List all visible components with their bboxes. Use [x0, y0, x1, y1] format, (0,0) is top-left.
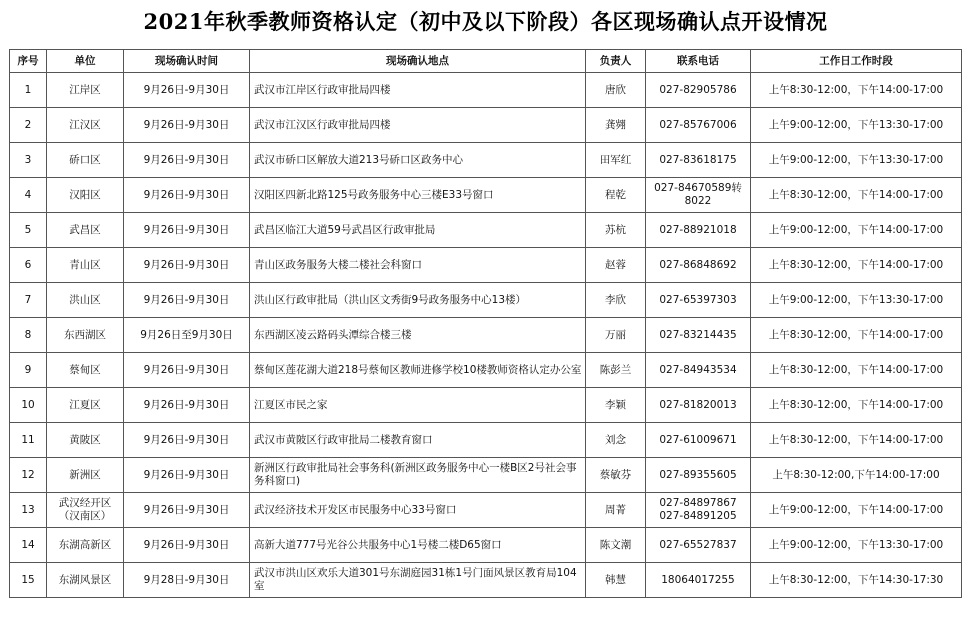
cell-phone: [646, 423, 751, 458]
cell-time: 9月26日-9月30日: [124, 108, 250, 143]
phone-line: 027-84891205: [659, 510, 737, 522]
cell-person: 李欣: [586, 283, 646, 318]
cell-time: 9月26日-9月30日: [124, 73, 250, 108]
cell-no: 11: [10, 423, 47, 458]
unit-line: 武汉经开区: [58, 497, 112, 509]
cell-phone: [646, 388, 751, 423]
phone-line: 027-88921018: [659, 223, 737, 236]
cell-no: 10: [10, 388, 47, 423]
cell-hours: 上午8:30-12:00，下午14:00-17:00: [751, 388, 962, 423]
cell-no: 2: [10, 108, 47, 143]
unit-line: 东湖风景区: [58, 573, 112, 586]
table-row: [10, 73, 962, 108]
cell-place: 青山区政务服务大楼二楼社会科窗口: [250, 248, 586, 283]
page-title: 2021年秋季教师资格认定（初中及以下阶段）各区现场确认点开设情况: [143, 9, 828, 34]
cell-phone: [646, 563, 751, 598]
cell-place: 武汉市硚口区解放大道213号硚口区政务中心: [250, 143, 586, 178]
unit-line: 江汉区: [69, 118, 101, 131]
cell-person: 万丽: [586, 318, 646, 353]
cell-no: 14: [10, 528, 47, 563]
cell-unit: [47, 493, 124, 528]
cell-phone: [646, 248, 751, 283]
cell-unit: [47, 423, 124, 458]
cell-no: 7: [10, 283, 47, 318]
cell-time: 9月26日-9月30日: [124, 283, 250, 318]
cell-unit: [47, 108, 124, 143]
cell-hours: 上午9:00-12:00，下午13:30-17:00: [751, 143, 962, 178]
cell-time: 9月26日-9月30日: [124, 248, 250, 283]
cell-unit: [47, 73, 124, 108]
table-row: [10, 388, 962, 423]
unit-line: （汉南区）: [58, 510, 112, 522]
cell-place: 高新大道777号光谷公共服务中心1号楼二楼D65窗口: [250, 528, 586, 563]
cell-person: 程乾: [586, 178, 646, 213]
header-phone: 联系电话: [646, 50, 751, 73]
unit-line: 硚口区: [69, 153, 101, 166]
cell-phone: [646, 108, 751, 143]
cell-time: 9月26日-9月30日: [124, 213, 250, 248]
cell-place: 武汉市洪山区欢乐大道301号东湖庭园31栋1号门面风景区教育局104室: [250, 563, 586, 598]
cell-hours: 上午8:30-12:00，下午14:00-17:00: [751, 353, 962, 388]
cell-hours: 上午8:30-12:00，下午14:00-17:00: [751, 73, 962, 108]
table-row: [10, 108, 962, 143]
cell-phone: [646, 458, 751, 493]
unit-line: 汉阳区: [69, 188, 101, 201]
cell-time: 9月26日-9月30日: [124, 178, 250, 213]
cell-time: 9月26日-9月30日: [124, 493, 250, 528]
cell-no: 3: [10, 143, 47, 178]
phone-line: 027-83618175: [659, 153, 737, 166]
cell-hours: 上午8:30-12:00，下午14:00-17:00: [751, 318, 962, 353]
header-place: 现场确认地点: [250, 50, 586, 73]
unit-line: 江岸区: [69, 83, 101, 96]
cell-hours: 上午9:00-12:00，下午13:30-17:00: [751, 283, 962, 318]
cell-time: 9月26日-9月30日: [124, 423, 250, 458]
cell-no: 13: [10, 493, 47, 528]
cell-unit: [47, 248, 124, 283]
cell-no: 9: [10, 353, 47, 388]
phone-line: 027-61009671: [659, 433, 737, 446]
cell-place: 蔡甸区莲花湖大道218号蔡甸区教师进修学校10楼教师资格认定办公室: [250, 353, 586, 388]
unit-line: 青山区: [69, 258, 101, 271]
cell-time: 9月26日-9月30日: [124, 528, 250, 563]
cell-place: 东西湖区凌云路码头潭综合楼三楼: [250, 318, 586, 353]
table-row: [10, 318, 962, 353]
phone-line: 027-81820013: [659, 398, 737, 411]
cell-place: 武汉市黄陂区行政审批局二楼教育窗口: [250, 423, 586, 458]
cell-person: 蔡敏芬: [586, 458, 646, 493]
cell-person: 陈彭兰: [586, 353, 646, 388]
cell-phone: [646, 73, 751, 108]
cell-time: 9月26日-9月30日: [124, 388, 250, 423]
cell-phone: [646, 143, 751, 178]
table-row: [10, 353, 962, 388]
cell-place: 江夏区市民之家: [250, 388, 586, 423]
phone-line: 027-84897867: [659, 497, 737, 509]
header-time: 现场确认时间: [124, 50, 250, 73]
cell-person: 韩慧: [586, 563, 646, 598]
cell-hours: 上午8:30-12:00，下午14:00-17:00: [751, 248, 962, 283]
phone-line: 18064017255: [661, 573, 735, 586]
cell-phone: [646, 213, 751, 248]
cell-no: 4: [10, 178, 47, 213]
cell-place: 武昌区临江大道59号武昌区行政审批局: [250, 213, 586, 248]
cell-no: 1: [10, 73, 47, 108]
cell-hours: 上午9:00-12:00，下午13:30-17:00: [751, 528, 962, 563]
cell-unit: [47, 388, 124, 423]
table-row: [10, 563, 962, 598]
cell-time: 9月28日-9月30日: [124, 563, 250, 598]
cell-no: 12: [10, 458, 47, 493]
cell-phone: [646, 178, 751, 213]
phone-line: 027-65397303: [659, 293, 737, 306]
cell-person: 龚翙: [586, 108, 646, 143]
table-row: [10, 283, 962, 318]
phone-line: 027-89355605: [659, 468, 737, 481]
table-header-row: [10, 50, 962, 73]
cell-time: 9月26日至9月30日: [124, 318, 250, 353]
cell-person: 田军红: [586, 143, 646, 178]
cell-hours: 上午8:30-12:00，下午14:00-17:00: [751, 423, 962, 458]
table-row: [10, 213, 962, 248]
cell-person: 苏杭: [586, 213, 646, 248]
cell-unit: [47, 143, 124, 178]
cell-person: 赵蓉: [586, 248, 646, 283]
cell-time: 9月26日-9月30日: [124, 353, 250, 388]
cell-unit: [47, 458, 124, 493]
cell-hours: 上午8:30-12:00，下午14:30-17:30: [751, 563, 962, 598]
cell-phone: [646, 318, 751, 353]
header-unit: 单位: [47, 50, 124, 73]
phone-line: 027-83214435: [659, 328, 737, 341]
cell-no: 5: [10, 213, 47, 248]
cell-phone: [646, 353, 751, 388]
cell-unit: [47, 318, 124, 353]
phone-line: 027-84943534: [659, 363, 737, 376]
table-row: [10, 143, 962, 178]
unit-line: 东湖高新区: [58, 538, 112, 551]
cell-phone: [646, 493, 751, 528]
table-row: [10, 248, 962, 283]
cell-place: 武汉经济技术开发区市民服务中心33号窗口: [250, 493, 586, 528]
unit-line: 武昌区: [69, 223, 101, 236]
unit-line: 东西湖区: [64, 328, 106, 341]
cell-person: 陈文潮: [586, 528, 646, 563]
cell-person: 周菁: [586, 493, 646, 528]
cell-no: 15: [10, 563, 47, 598]
header-no: 序号: [10, 50, 47, 73]
unit-line: 蔡甸区: [69, 363, 101, 376]
cell-place: 武汉市江汉区行政审批局四楼: [250, 108, 586, 143]
table-row: [10, 458, 962, 493]
cell-no: 8: [10, 318, 47, 353]
cell-person: 唐欣: [586, 73, 646, 108]
table-row: [10, 423, 962, 458]
phone-line: 8022: [684, 195, 712, 207]
cell-place: 汉阳区四新北路125号政务服务中心三楼E33号窗口: [250, 178, 586, 213]
cell-place: 新洲区行政审批局社会事务科(新洲区政务服务中心一楼B区2号社会事务科窗口): [250, 458, 586, 493]
cell-person: 李颖: [586, 388, 646, 423]
unit-line: 黄陂区: [69, 433, 101, 446]
cell-unit: [47, 178, 124, 213]
phone-line: 027-86848692: [659, 258, 737, 271]
cell-hours: 上午9:00-12:00，下午14:00-17:00: [751, 493, 962, 528]
unit-line: 洪山区: [69, 293, 101, 306]
cell-place: 洪山区行政审批局（洪山区文秀街9号政务服务中心13楼）: [250, 283, 586, 318]
cell-unit: [47, 528, 124, 563]
cell-phone: [646, 528, 751, 563]
phone-line: 027-85767006: [659, 118, 737, 131]
header-person: 负责人: [586, 50, 646, 73]
cell-unit: [47, 563, 124, 598]
phone-line: 027-82905786: [659, 83, 737, 96]
cell-hours: 上午9:00-12:00，下午13:30-17:00: [751, 108, 962, 143]
phone-line: 027-65527837: [659, 538, 737, 551]
cell-unit: [47, 213, 124, 248]
cell-no: 6: [10, 248, 47, 283]
phone-line: 027-84670589转: [654, 182, 742, 194]
cell-unit: [47, 283, 124, 318]
cell-place: 武汉市江岸区行政审批局四楼: [250, 73, 586, 108]
table-row: [10, 528, 962, 563]
cell-hours: 上午9:00-12:00，下午14:00-17:00: [751, 213, 962, 248]
table-row: [10, 493, 962, 528]
unit-line: 新洲区: [69, 468, 101, 481]
table-row: [10, 178, 962, 213]
cell-person: 刘念: [586, 423, 646, 458]
cell-hours: 上午8:30-12:00,下午14:00-17:00: [751, 458, 962, 493]
cell-phone: [646, 283, 751, 318]
cell-time: 9月26日-9月30日: [124, 143, 250, 178]
cell-time: 9月26日-9月30日: [124, 458, 250, 493]
confirmation-sites-table: [9, 49, 962, 598]
header-hours: 工作日工作时段: [751, 50, 962, 73]
cell-unit: [47, 353, 124, 388]
unit-line: 江夏区: [69, 398, 101, 411]
cell-hours: 上午8:30-12:00，下午14:00-17:00: [751, 178, 962, 213]
